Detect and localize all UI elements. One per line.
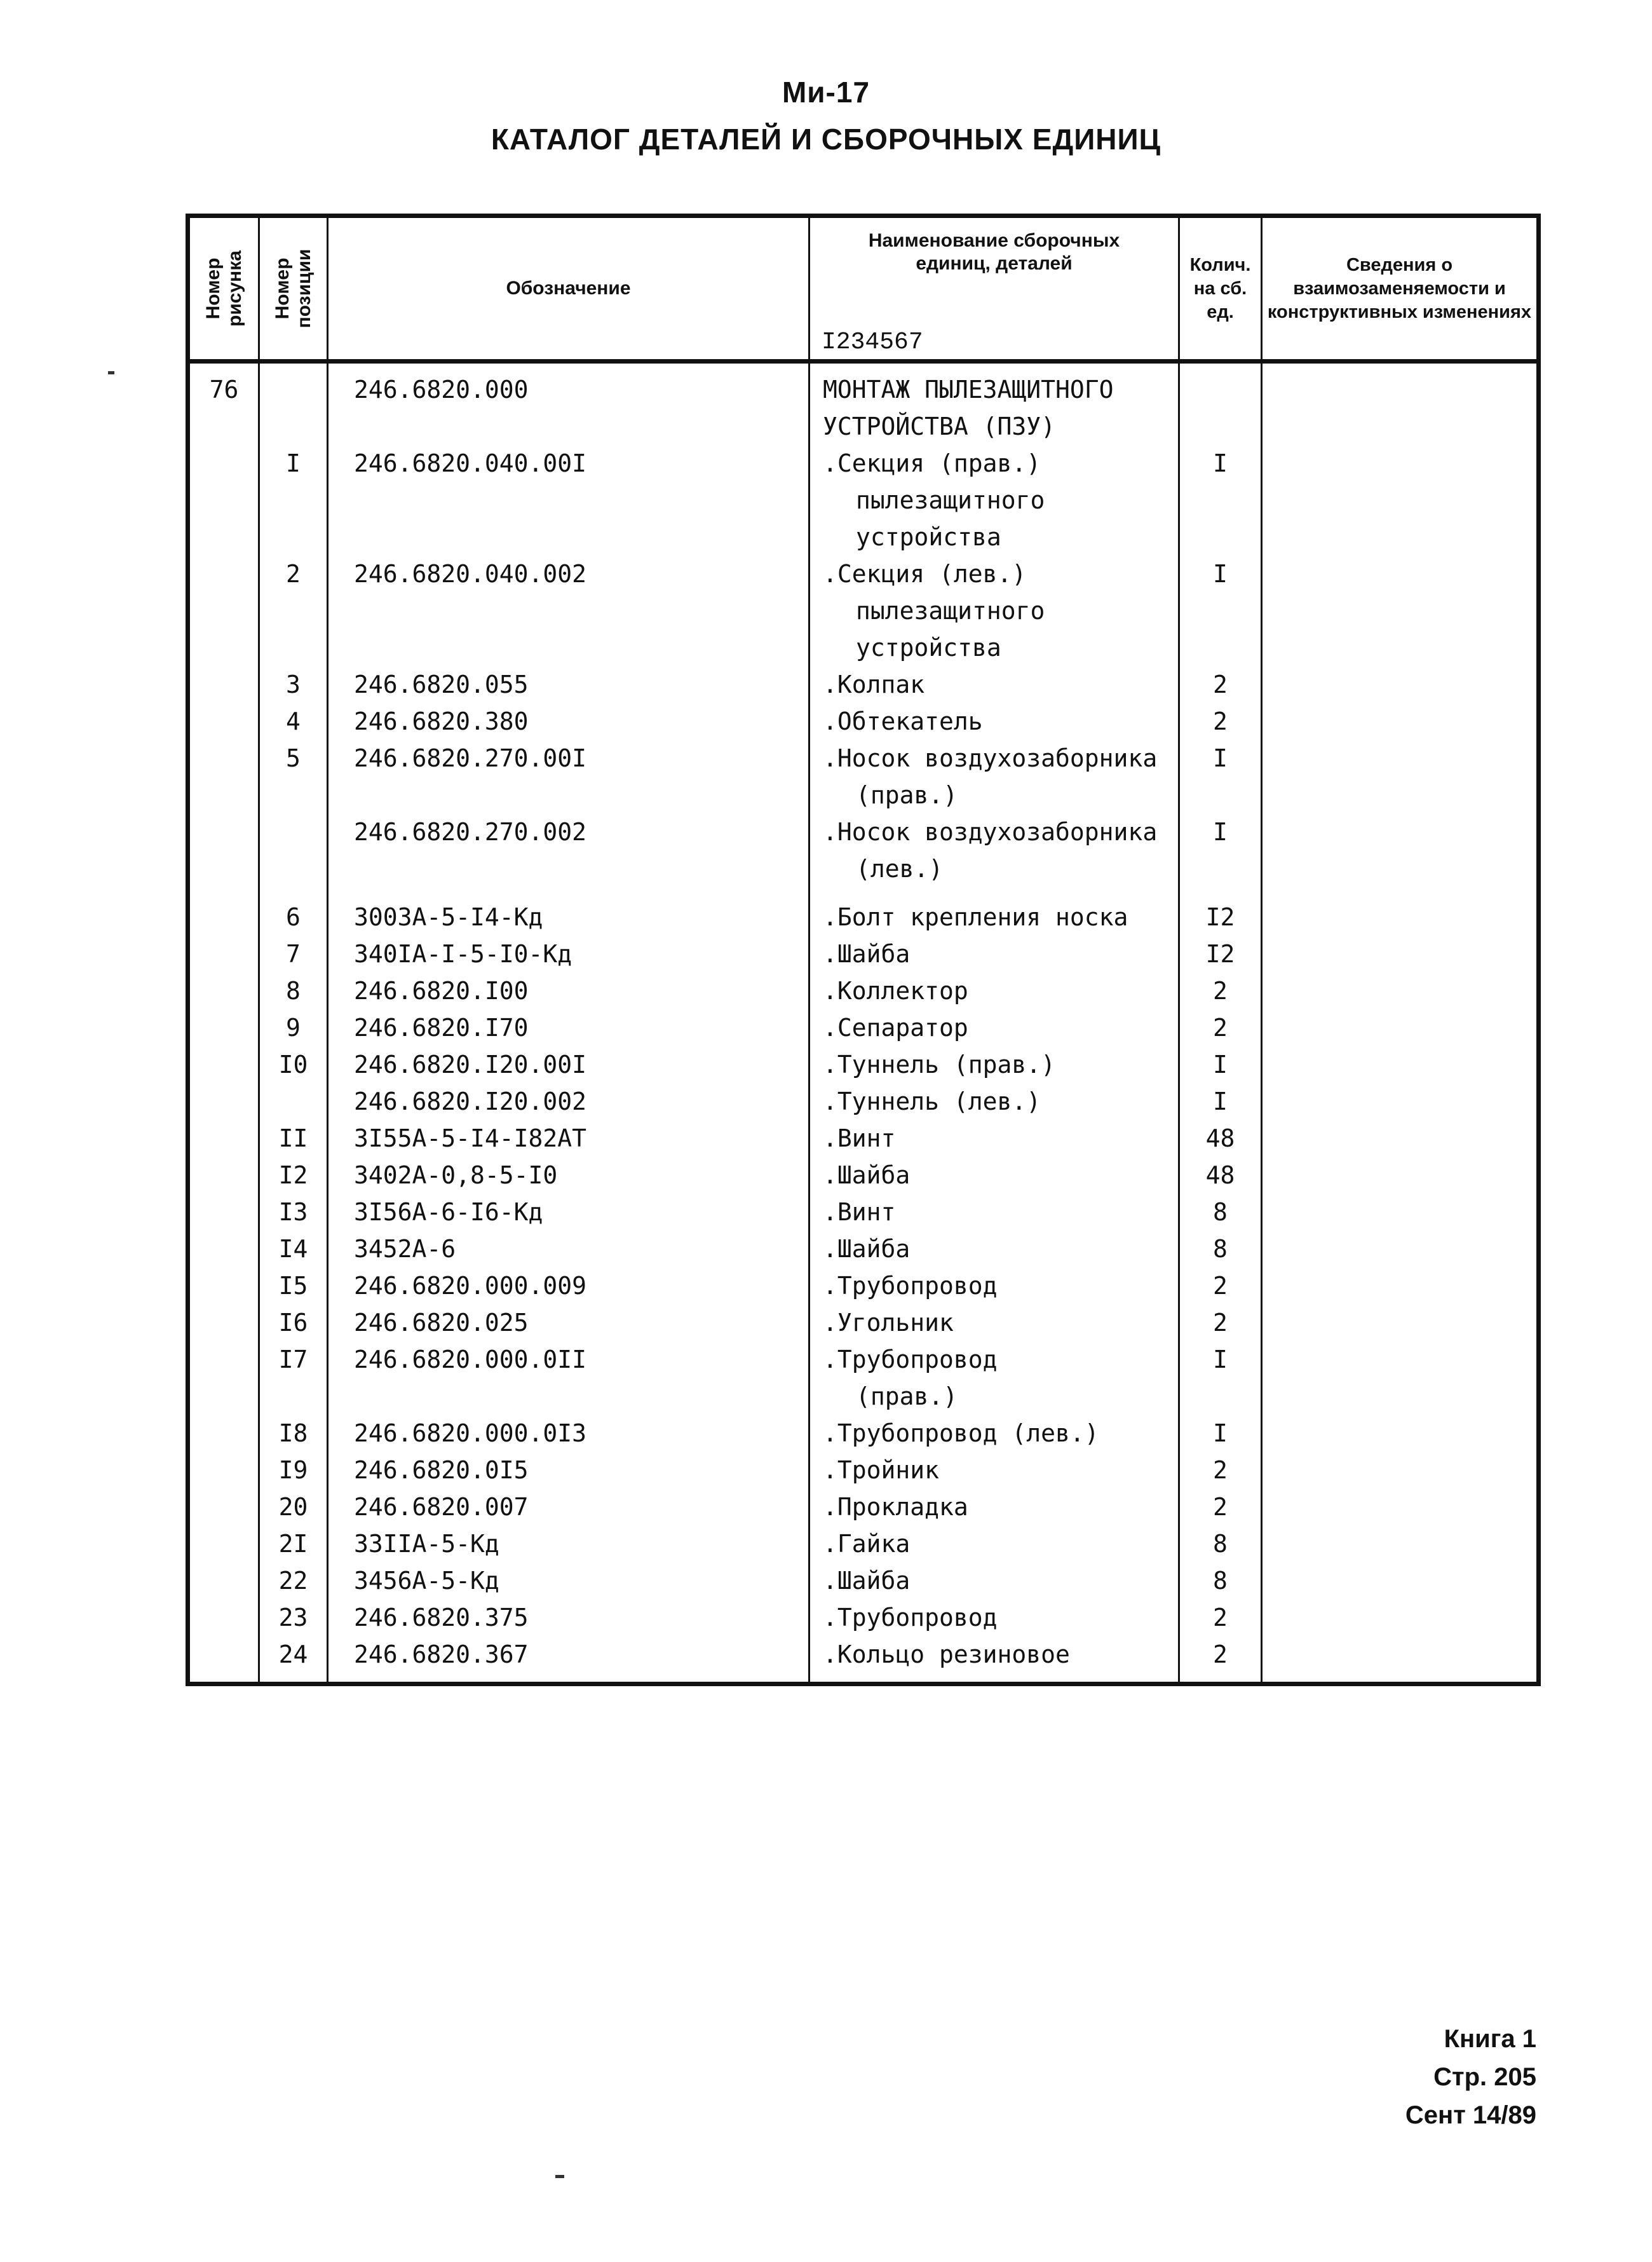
parts-catalog-table	[186, 214, 1541, 1686]
cell-qty: 2	[1179, 1489, 1262, 1525]
cell-position-no: I2	[259, 1157, 328, 1194]
cell-name	[809, 1452, 1179, 1489]
cell-name	[809, 1157, 1179, 1194]
scan-speck	[555, 2175, 564, 2178]
cell-designation: 246.6820.025	[328, 1304, 809, 1341]
cell-qty: 2	[1179, 1636, 1262, 1684]
table-row	[188, 445, 1539, 555]
cell-designation: 246.6820.000.0II	[328, 1341, 809, 1415]
cell-name	[809, 936, 1179, 972]
cell-figure-no	[188, 1636, 259, 1684]
table-row	[188, 1194, 1539, 1230]
cell-qty: 8	[1179, 1525, 1262, 1562]
table-row	[188, 1304, 1539, 1341]
cell-notes	[1262, 555, 1539, 666]
cell-notes	[1262, 362, 1539, 446]
cell-position-no: 20	[259, 1489, 328, 1525]
cell-name-line: .Прокладка	[823, 1493, 968, 1521]
cell-name-line: .Сепаратор	[823, 1014, 968, 1042]
cell-name	[809, 555, 1179, 666]
cell-designation: 246.6820.I20.00I	[328, 1046, 809, 1083]
cell-position-no: 2I	[259, 1525, 328, 1562]
cell-notes	[1262, 1415, 1539, 1452]
cell-name	[809, 740, 1179, 814]
cell-position-no: I5	[259, 1267, 328, 1304]
cell-notes	[1262, 1341, 1539, 1415]
cell-name-line: .Кольцо резиновое	[823, 1640, 1070, 1668]
table-row	[188, 1341, 1539, 1415]
cell-figure-no	[188, 1415, 259, 1452]
cell-notes	[1262, 1009, 1539, 1046]
cell-figure-no	[188, 1599, 259, 1636]
header-designation	[328, 216, 809, 362]
cell-position-no: I3	[259, 1194, 328, 1230]
cell-name-line: .Трубопровод (лев.)	[823, 1419, 1099, 1447]
cell-designation: 246.6820.270.002	[328, 814, 809, 887]
cell-figure-no	[188, 1304, 259, 1341]
cell-qty: I	[1179, 1341, 1262, 1415]
cell-name-line: .Угольник	[823, 1309, 954, 1337]
cell-name	[809, 362, 1179, 446]
table-row	[188, 740, 1539, 814]
cell-name-line: .Тройник	[823, 1456, 940, 1484]
cell-qty: I2	[1179, 887, 1262, 936]
cell-name-line: МОНТАЖ ПЫЛЕЗАЩИТНОГО	[823, 376, 1114, 404]
cell-figure-no	[188, 1083, 259, 1120]
cell-notes	[1262, 1230, 1539, 1267]
cell-name-line: (прав.)	[856, 1382, 958, 1410]
header-position-no	[259, 216, 328, 362]
cell-qty: I	[1179, 1415, 1262, 1452]
header-qty-label: Колич. на сб. ед.	[1189, 254, 1251, 322]
cell-notes	[1262, 814, 1539, 887]
cell-notes	[1262, 666, 1539, 703]
cell-qty: 2	[1179, 1304, 1262, 1341]
cell-designation: 3I55А-5-I4-I82АТ	[328, 1120, 809, 1157]
cell-qty: 8	[1179, 1230, 1262, 1267]
cell-notes	[1262, 1562, 1539, 1599]
cell-name	[809, 1120, 1179, 1157]
cell-position-no: 4	[259, 703, 328, 740]
cell-figure-no	[188, 814, 259, 887]
cell-designation: 3402А-0,8-5-I0	[328, 1157, 809, 1194]
table-row	[188, 1009, 1539, 1046]
cell-designation: 246.6820.000.009	[328, 1267, 809, 1304]
cell-notes	[1262, 887, 1539, 936]
cell-position-no	[259, 814, 328, 887]
header-figure-no	[188, 216, 259, 362]
footer-date: Сент 14/89	[1405, 2101, 1536, 2129]
cell-figure-no	[188, 666, 259, 703]
cell-position-no: 23	[259, 1599, 328, 1636]
cell-name	[809, 1562, 1179, 1599]
cell-designation: 246.6820.040.002	[328, 555, 809, 666]
cell-designation: 3003А-5-I4-Кд	[328, 887, 809, 936]
cell-notes	[1262, 1599, 1539, 1636]
cell-designation: 246.6820.367	[328, 1636, 809, 1684]
cell-figure-no	[188, 1525, 259, 1562]
cell-name	[809, 1415, 1179, 1452]
cell-name-line: .Шайба	[823, 1161, 911, 1189]
cell-position-no: 6	[259, 887, 328, 936]
cell-notes	[1262, 1083, 1539, 1120]
cell-notes	[1262, 740, 1539, 814]
cell-designation: 3I56А-6-I6-Кд	[328, 1194, 809, 1230]
cell-name-line: .Колпак	[823, 671, 925, 698]
table-row	[188, 1562, 1539, 1599]
cell-designation: 246.6820.055	[328, 666, 809, 703]
cell-name-line: .Носок воздухозаборника	[823, 818, 1158, 846]
cell-name-line: .Туннель (прав.)	[823, 1051, 1056, 1079]
cell-name-line: УСТРОЙСТВА (ПЗУ)	[823, 412, 1056, 440]
cell-name	[809, 703, 1179, 740]
header-name	[809, 216, 1179, 362]
cell-position-no	[259, 362, 328, 446]
table-row	[188, 362, 1539, 446]
cell-designation: 246.6820.380	[328, 703, 809, 740]
table-body	[188, 362, 1539, 1684]
table-row	[188, 666, 1539, 703]
cell-figure-no	[188, 1489, 259, 1525]
cell-name-line: .Шайба	[823, 1567, 911, 1595]
cell-position-no: 9	[259, 1009, 328, 1046]
cell-qty: 8	[1179, 1194, 1262, 1230]
table-row	[188, 1083, 1539, 1120]
cell-name-line: .Коллектор	[823, 977, 968, 1005]
cell-qty: 2	[1179, 703, 1262, 740]
cell-name	[809, 1599, 1179, 1636]
cell-name-line: пылезащитного	[856, 597, 1045, 625]
cell-name	[809, 1525, 1179, 1562]
cell-qty: 48	[1179, 1120, 1262, 1157]
cell-designation: 3452А-6	[328, 1230, 809, 1267]
cell-notes	[1262, 972, 1539, 1009]
table-row	[188, 1489, 1539, 1525]
header-qty	[1179, 216, 1262, 362]
cell-name-line: (лев.)	[856, 855, 944, 883]
header-designation-label: Обозначение	[506, 278, 631, 299]
header-figure-no-label: Номер рисунка	[202, 250, 245, 327]
table-row	[188, 1636, 1539, 1684]
footer-book: Книга 1	[1444, 2025, 1536, 2053]
cell-qty: I	[1179, 1046, 1262, 1083]
cell-name	[809, 814, 1179, 887]
cell-position-no: 8	[259, 972, 328, 1009]
cell-position-no	[259, 1083, 328, 1120]
cell-notes	[1262, 445, 1539, 555]
cell-name	[809, 445, 1179, 555]
cell-name-line: .Носок воздухозаборника	[823, 744, 1158, 772]
table-row	[188, 555, 1539, 666]
cell-figure-no	[188, 555, 259, 666]
cell-qty: I	[1179, 555, 1262, 666]
cell-name-line: (прав.)	[856, 781, 958, 809]
cell-position-no: 5	[259, 740, 328, 814]
cell-figure-no	[188, 1009, 259, 1046]
table-row	[188, 1157, 1539, 1194]
cell-position-no: I8	[259, 1415, 328, 1452]
cell-name-line: .Болт крепления носка	[823, 903, 1128, 931]
table-row	[188, 972, 1539, 1009]
header-name-code: I234567	[822, 329, 923, 356]
cell-notes	[1262, 1157, 1539, 1194]
cell-name	[809, 1267, 1179, 1304]
cell-position-no: I9	[259, 1452, 328, 1489]
header-notes	[1262, 216, 1539, 362]
cell-name-line: .Обтекатель	[823, 707, 983, 735]
cell-qty: 8	[1179, 1562, 1262, 1599]
cell-position-no: I	[259, 445, 328, 555]
cell-figure-no	[188, 1120, 259, 1157]
cell-notes	[1262, 1046, 1539, 1083]
header-name-label: Наименование сборочных единиц, деталей	[868, 230, 1120, 274]
cell-notes	[1262, 703, 1539, 740]
cell-designation: 246.6820.000.0I3	[328, 1415, 809, 1452]
cell-name-line: устройства	[856, 634, 1001, 662]
cell-figure-no	[188, 1562, 259, 1599]
cell-name	[809, 972, 1179, 1009]
cell-figure-no	[188, 936, 259, 972]
table-row	[188, 814, 1539, 887]
cell-name-line: .Секция (прав.)	[823, 449, 1041, 477]
cell-figure-no	[188, 1341, 259, 1415]
cell-name-line: .Шайба	[823, 1235, 911, 1263]
cell-position-no: 22	[259, 1562, 328, 1599]
cell-name-line: .Трубопровод	[823, 1272, 998, 1300]
cell-qty: I2	[1179, 936, 1262, 972]
page-model-title: Ми-17	[782, 76, 870, 109]
table-row	[188, 1415, 1539, 1452]
table-row	[188, 1046, 1539, 1083]
cell-notes	[1262, 1636, 1539, 1684]
cell-qty: I	[1179, 740, 1262, 814]
cell-name	[809, 1009, 1179, 1046]
cell-designation: 246.6820.270.00I	[328, 740, 809, 814]
table-row	[188, 936, 1539, 972]
cell-name	[809, 1341, 1179, 1415]
cell-name	[809, 887, 1179, 936]
cell-figure-no	[188, 740, 259, 814]
cell-name-line: пылезащитного	[856, 486, 1045, 514]
cell-figure-no	[188, 972, 259, 1009]
table-row	[188, 887, 1539, 936]
cell-qty: I	[1179, 1083, 1262, 1120]
cell-notes	[1262, 1452, 1539, 1489]
cell-figure-no	[188, 445, 259, 555]
cell-name	[809, 666, 1179, 703]
cell-name	[809, 1636, 1179, 1684]
cell-name	[809, 1046, 1179, 1083]
cell-name-line: .Винт	[823, 1124, 896, 1152]
cell-position-no: I0	[259, 1046, 328, 1083]
cell-figure-no	[188, 887, 259, 936]
header-notes-label: Сведения о взаимозаменяемости и конструктивных изменениях	[1267, 254, 1532, 322]
footer-page: Стр. 205	[1433, 2063, 1536, 2091]
cell-position-no: 7	[259, 936, 328, 972]
cell-name-line: устройства	[856, 523, 1001, 551]
cell-qty: 2	[1179, 1267, 1262, 1304]
table-row	[188, 1599, 1539, 1636]
cell-designation: 246.6820.040.00I	[328, 445, 809, 555]
table-row	[188, 1525, 1539, 1562]
cell-notes	[1262, 1304, 1539, 1341]
scan-speck	[108, 371, 114, 374]
cell-position-no: 3	[259, 666, 328, 703]
cell-designation: 33IIА-5-Кд	[328, 1525, 809, 1562]
cell-name-line: .Трубопровод	[823, 1604, 998, 1632]
cell-qty: I	[1179, 445, 1262, 555]
cell-designation: 246.6820.0I5	[328, 1452, 809, 1489]
cell-figure-no: 76	[188, 362, 259, 446]
cell-qty: 2	[1179, 1599, 1262, 1636]
cell-figure-no	[188, 1452, 259, 1489]
cell-position-no: 24	[259, 1636, 328, 1684]
cell-designation: 340IA-I-5-I0-Кд	[328, 936, 809, 972]
cell-name-line: .Секция (лев.)	[823, 560, 1027, 588]
cell-name-line: .Шайба	[823, 940, 911, 968]
cell-figure-no	[188, 1046, 259, 1083]
header-position-no-label: Номер позиции	[271, 249, 315, 329]
cell-position-no: 2	[259, 555, 328, 666]
table-row	[188, 1230, 1539, 1267]
cell-designation: 246.6820.I00	[328, 972, 809, 1009]
cell-position-no: I4	[259, 1230, 328, 1267]
cell-figure-no	[188, 1267, 259, 1304]
cell-qty: 48	[1179, 1157, 1262, 1194]
cell-name-line: .Туннель (лев.)	[823, 1087, 1041, 1115]
cell-position-no: I7	[259, 1341, 328, 1415]
cell-notes	[1262, 1525, 1539, 1562]
cell-name	[809, 1304, 1179, 1341]
table-header-row	[188, 216, 1539, 362]
table-row	[188, 1452, 1539, 1489]
cell-designation: 3456А-5-Кд	[328, 1562, 809, 1599]
cell-position-no: II	[259, 1120, 328, 1157]
cell-name	[809, 1230, 1179, 1267]
cell-figure-no	[188, 1194, 259, 1230]
cell-qty	[1179, 362, 1262, 446]
cell-designation: 246.6820.I70	[328, 1009, 809, 1046]
cell-qty: 2	[1179, 666, 1262, 703]
cell-designation: 246.6820.I20.002	[328, 1083, 809, 1120]
cell-position-no: I6	[259, 1304, 328, 1341]
cell-name-line: .Трубопровод	[823, 1346, 998, 1373]
cell-qty: 2	[1179, 1009, 1262, 1046]
cell-name	[809, 1083, 1179, 1120]
page-title: КАТАЛОГ ДЕТАЛЕЙ И СБОРОЧНЫХ ЕДИНИЦ	[491, 123, 1161, 156]
cell-figure-no	[188, 703, 259, 740]
cell-notes	[1262, 1120, 1539, 1157]
table-row	[188, 1120, 1539, 1157]
cell-qty: I	[1179, 814, 1262, 887]
cell-qty: 2	[1179, 972, 1262, 1009]
cell-designation: 246.6820.000	[328, 362, 809, 446]
cell-name	[809, 1489, 1179, 1525]
page-footer	[1405, 2020, 1536, 2134]
cell-notes	[1262, 1194, 1539, 1230]
cell-notes	[1262, 1489, 1539, 1525]
cell-notes	[1262, 936, 1539, 972]
cell-designation: 246.6820.007	[328, 1489, 809, 1525]
cell-figure-no	[188, 1157, 259, 1194]
cell-name-line: .Гайка	[823, 1530, 911, 1558]
cell-designation: 246.6820.375	[328, 1599, 809, 1636]
cell-name-line: .Винт	[823, 1198, 896, 1226]
cell-figure-no	[188, 1230, 259, 1267]
table-row	[188, 703, 1539, 740]
cell-qty: 2	[1179, 1452, 1262, 1489]
cell-notes	[1262, 1267, 1539, 1304]
table-row	[188, 1267, 1539, 1304]
cell-name	[809, 1194, 1179, 1230]
